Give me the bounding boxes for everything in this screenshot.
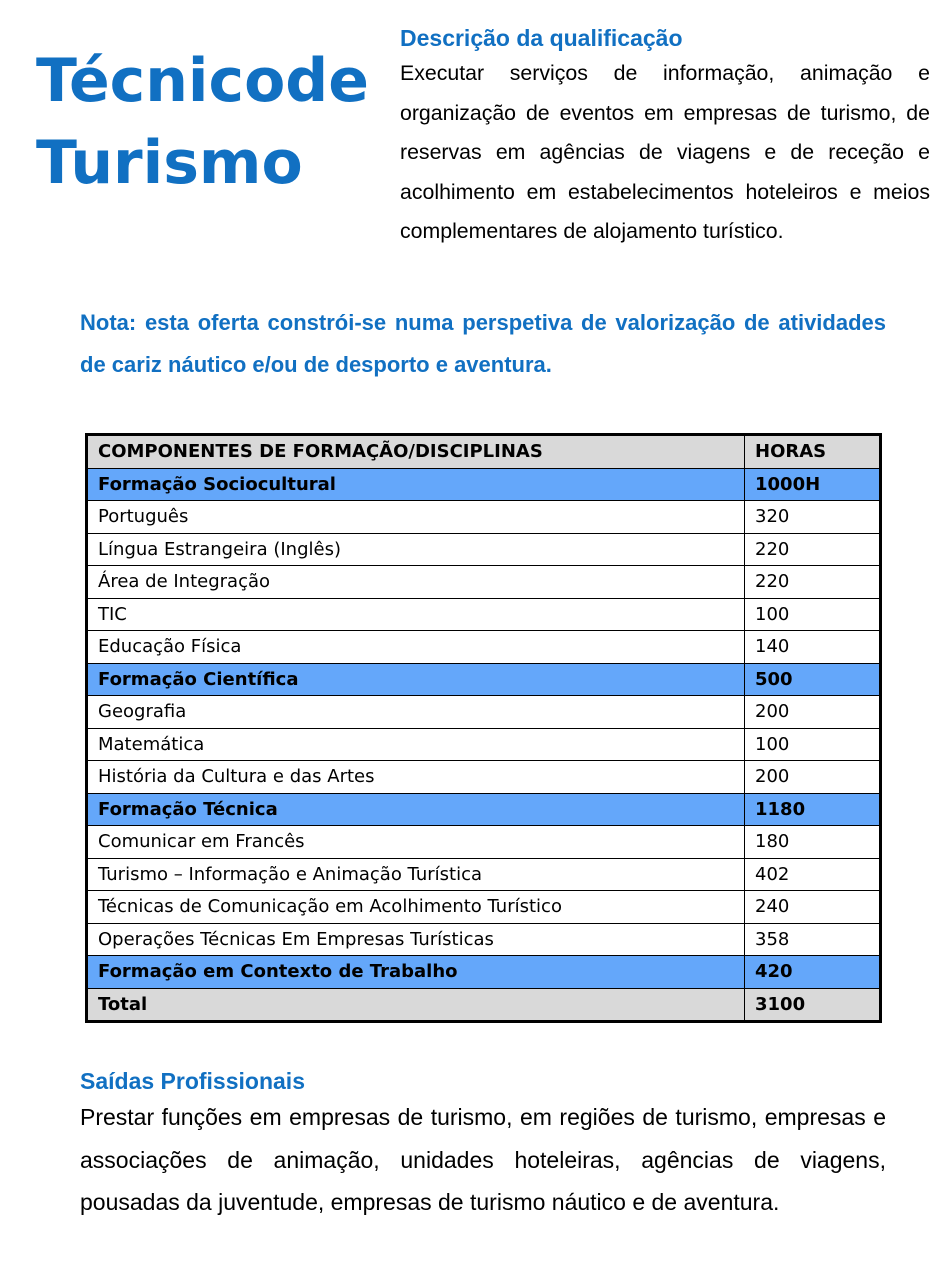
table-row — [87, 696, 881, 729]
discipline-name-cell: Matemática — [87, 728, 745, 761]
hours-cell: 100 — [745, 728, 881, 761]
discipline-name-cell: Geografia — [87, 696, 745, 729]
table-row — [87, 533, 881, 566]
hours-cell: 320 — [745, 501, 881, 534]
table-row — [87, 631, 881, 664]
discipline-name-cell: Formação em Contexto de Trabalho — [87, 956, 745, 989]
hours-cell: 100 — [745, 598, 881, 631]
description-text: Executar serviços de informação, animação e organização de eventos em empresas de turismo, de reservas em agências de viagens e de receção e acolhimento em estabelecimentos hoteleiros e meios complementares de alojamento turístico. — [400, 61, 930, 243]
hours-cell: 358 — [745, 923, 881, 956]
discipline-name-cell: História da Cultura e das Artes — [87, 761, 745, 794]
table-group-row — [87, 663, 881, 696]
table-group-row — [87, 793, 881, 826]
hours-cell: 402 — [745, 858, 881, 891]
table-header-row — [87, 435, 881, 469]
discipline-name-cell: TIC — [87, 598, 745, 631]
discipline-name-cell: Operações Técnicas Em Empresas Turísticas — [87, 923, 745, 956]
title-line-1 — [36, 40, 369, 122]
exits-heading: Saídas Profissionais — [80, 1068, 305, 1094]
column-header-components: COMPONENTES DE FORMAÇÃO/DISCIPLINAS — [87, 435, 745, 469]
table-row — [87, 761, 881, 794]
exits-text: Prestar funções em empresas de turismo, em regiões de turismo, empresas e associações de animação, unidades hoteleiras, agências de viagens, pousadas da juventude, empresas de turismo náutico e de aventura. — [80, 1104, 886, 1215]
table-row — [87, 728, 881, 761]
discipline-name-cell: Português — [87, 501, 745, 534]
hours-cell: 200 — [745, 696, 881, 729]
hours-cell: 180 — [745, 826, 881, 859]
hours-cell: 1000H — [745, 468, 881, 501]
table-row — [87, 891, 881, 924]
hours-cell: 140 — [745, 631, 881, 664]
discipline-name-cell: Turismo – Informação e Animação Turística — [87, 858, 745, 891]
note-text: Nota: esta oferta constrói-se numa perspetiva de valorização de atividades de cariz náutico e/ou de desporto e aventura. — [80, 310, 886, 377]
title-line-2: Turismo — [36, 128, 303, 198]
column-header-hours: HORAS — [745, 435, 881, 469]
hours-cell: 200 — [745, 761, 881, 794]
discipline-name-cell: Formação Sociocultural — [87, 468, 745, 501]
hours-cell: 240 — [745, 891, 881, 924]
table-body — [87, 468, 881, 1022]
page-title — [36, 40, 369, 204]
discipline-name-cell: Técnicas de Comunicação em Acolhimento Turístico — [87, 891, 745, 924]
discipline-name-cell: Educação Física — [87, 631, 745, 664]
table-row — [87, 501, 881, 534]
hours-cell: 500 — [745, 663, 881, 696]
curriculum-table — [85, 433, 882, 1023]
title-word-tecnico: Técnico — [36, 46, 286, 116]
discipline-name-cell: Área de Integração — [87, 566, 745, 599]
table-group-row — [87, 956, 881, 989]
professional-exits — [80, 1066, 886, 1224]
table-row — [87, 826, 881, 859]
discipline-name-cell: Formação Técnica — [87, 793, 745, 826]
title-word-de: de — [285, 46, 369, 116]
table-row — [87, 566, 881, 599]
table-total-row — [87, 988, 881, 1022]
description-heading: Descrição da qualificação — [400, 25, 683, 51]
hours-cell: 220 — [745, 533, 881, 566]
table-row — [87, 923, 881, 956]
discipline-name-cell: Total — [87, 988, 745, 1022]
table-row — [87, 598, 881, 631]
discipline-name-cell: Formação Científica — [87, 663, 745, 696]
discipline-name-cell: Língua Estrangeira (Inglês) — [87, 533, 745, 566]
discipline-name-cell: Comunicar em Francês — [87, 826, 745, 859]
hours-cell: 3100 — [745, 988, 881, 1022]
qualification-description — [400, 22, 930, 252]
hours-cell: 420 — [745, 956, 881, 989]
hours-cell: 220 — [745, 566, 881, 599]
table-row — [87, 858, 881, 891]
table-group-row — [87, 468, 881, 501]
hours-cell: 1180 — [745, 793, 881, 826]
